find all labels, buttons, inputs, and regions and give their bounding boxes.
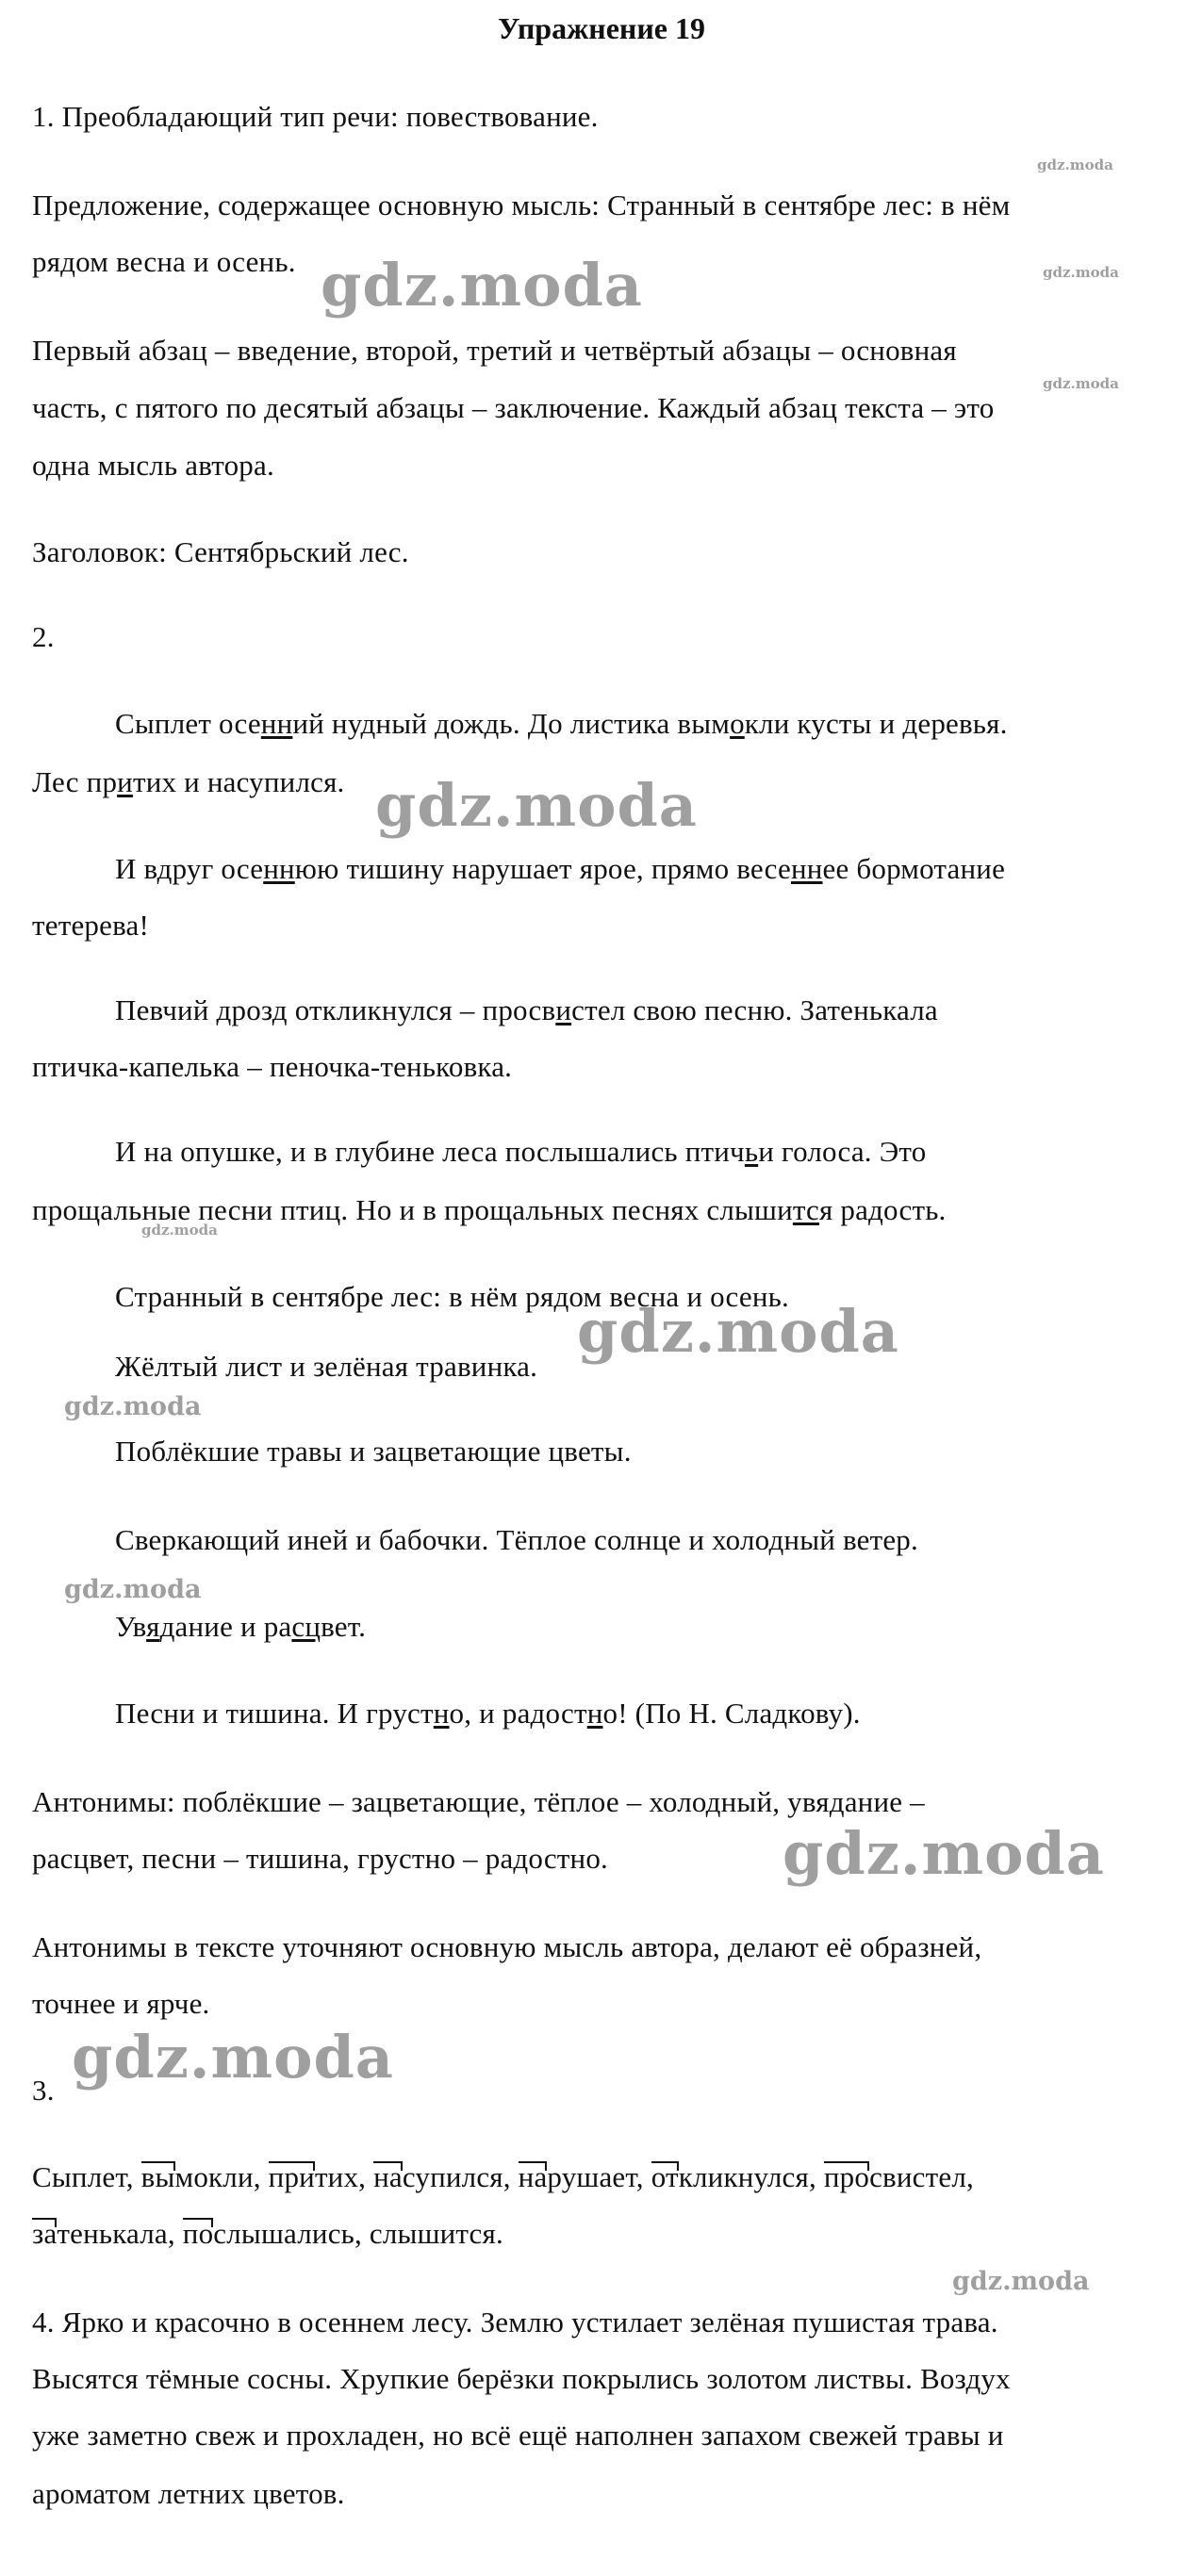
main-idea-line-1: Предложение, содержащее основную мысль: Странный в сентябре лес: в нём: [32, 189, 1011, 222]
text-paragraph-8: Сверкающий иней и бабочки. Тёплое солнце и холодный ветер.: [115, 1523, 918, 1556]
text-paragraph-4-line-2: прощальные песни птиц. Но и в прощальных песнях слышится радость.: [32, 1193, 947, 1226]
watermark-logo: gdz.moda: [1043, 264, 1119, 281]
text-paragraph-2-line-1: И вдруг осеннюю тишину нарушает ярое, прямо весеннее бормотание: [115, 852, 1006, 885]
paragraphs-line-1: Первый абзац – введение, второй, третий и четвёртый абзацы – основная: [32, 334, 957, 367]
watermark-logo: gdz.moda: [952, 2267, 1090, 2296]
antonyms-line-2: расцвет, песни – тишина, грустно – радостно.: [32, 1842, 608, 1875]
paragraphs-line-2: часть, с пятого по десятый абзацы – заключение. Каждый абзац текста – это: [32, 391, 995, 424]
text-paragraph-7: Поблёкшие травы и зацветающие цветы.: [115, 1435, 632, 1468]
watermark-logo: gdz.moda: [141, 1222, 218, 1239]
section-4-line-2: Высятся тёмные сосны. Хрупкие берёзки покрылись золотом листвы. Воздух: [32, 2362, 1011, 2395]
watermark-logo: gdz.moda: [783, 1819, 1105, 1888]
watermark-logo: gdz.moda: [64, 1392, 202, 1421]
antonyms-role-line-1: Антонимы в тексте уточняют основную мысль автора, делают её образней,: [32, 1930, 982, 1963]
text-paragraph-2-line-2: тетерева!: [32, 909, 149, 942]
text-paragraph-9: Увядание и расцвет.: [115, 1610, 367, 1643]
text-paragraph-6: Жёлтый лист и зелёная травинка.: [115, 1350, 538, 1383]
text-paragraph-5: Странный в сентябре лес: в нём рядом весна и осень.: [115, 1280, 789, 1313]
watermark-logo: gdz.moda: [321, 251, 643, 320]
antonyms-line-1: Антонимы: поблёкшие – зацветающие, тёплое – холодный, увядание –: [32, 1785, 925, 1818]
section-4-line-4: ароматом летних цветов.: [32, 2477, 345, 2510]
text-paragraph-1-line-1: Сыплет осенний нудный дождь. До листика вымокли кусты и деревья.: [115, 707, 1008, 740]
type-of-speech: 1. Преобладающий тип речи: повествование.: [32, 100, 599, 133]
text-paragraph-3-line-2: птичка-капелька – пеночка-теньковка.: [32, 1050, 513, 1083]
watermark-logo: gdz.moda: [375, 771, 698, 840]
watermark-logo: gdz.moda: [1043, 375, 1119, 392]
watermark-logo: gdz.moda: [577, 1297, 899, 1366]
watermark-logo: gdz.moda: [1037, 156, 1113, 173]
watermark-logo: gdz.moda: [72, 2023, 394, 2092]
text-paragraph-4-line-1: И на опушке, и в глубине леса послышались птичьи голоса. Это: [115, 1135, 927, 1168]
section-2-number: 2.: [32, 620, 55, 653]
morpheme-words-line-1: Сыплет, вымокли, притих, насупился, нарушает, откликнулся, просвистел,: [32, 2158, 974, 2196]
section-4-line-1: 4. Ярко и красочно в осеннем лесу. Землю устилает зелёная пушистая трава.: [32, 2305, 998, 2338]
morpheme-words-line-2: затенькала, послышались, слышится.: [32, 2215, 503, 2253]
exercise-title: Упражнение 19: [497, 11, 705, 45]
section-4-line-3: уже заметно свеж и прохладен, но всё ещё наполнен запахом свежей травы и: [32, 2419, 1004, 2452]
text-paragraph-1-line-2: Лес притих и насупился.: [32, 765, 345, 798]
text-paragraph-3-line-1: Певчий дрозд откликнулся – просвистел свою песню. Затенькала: [115, 993, 938, 1026]
watermark-logo: gdz.moda: [64, 1575, 202, 1604]
heading-line: Заголовок: Сентябрьский лес.: [32, 535, 409, 568]
paragraphs-line-3: одна мысль автора.: [32, 449, 274, 482]
main-idea-line-2: рядом весна и осень.: [32, 245, 296, 278]
section-3-number: 3.: [32, 2074, 55, 2107]
antonyms-role-line-2: точнее и ярче.: [32, 1987, 210, 2020]
text-paragraph-10: Песни и тишина. И грустно, и радостно! (По Н. Сладкову).: [115, 1697, 861, 1730]
